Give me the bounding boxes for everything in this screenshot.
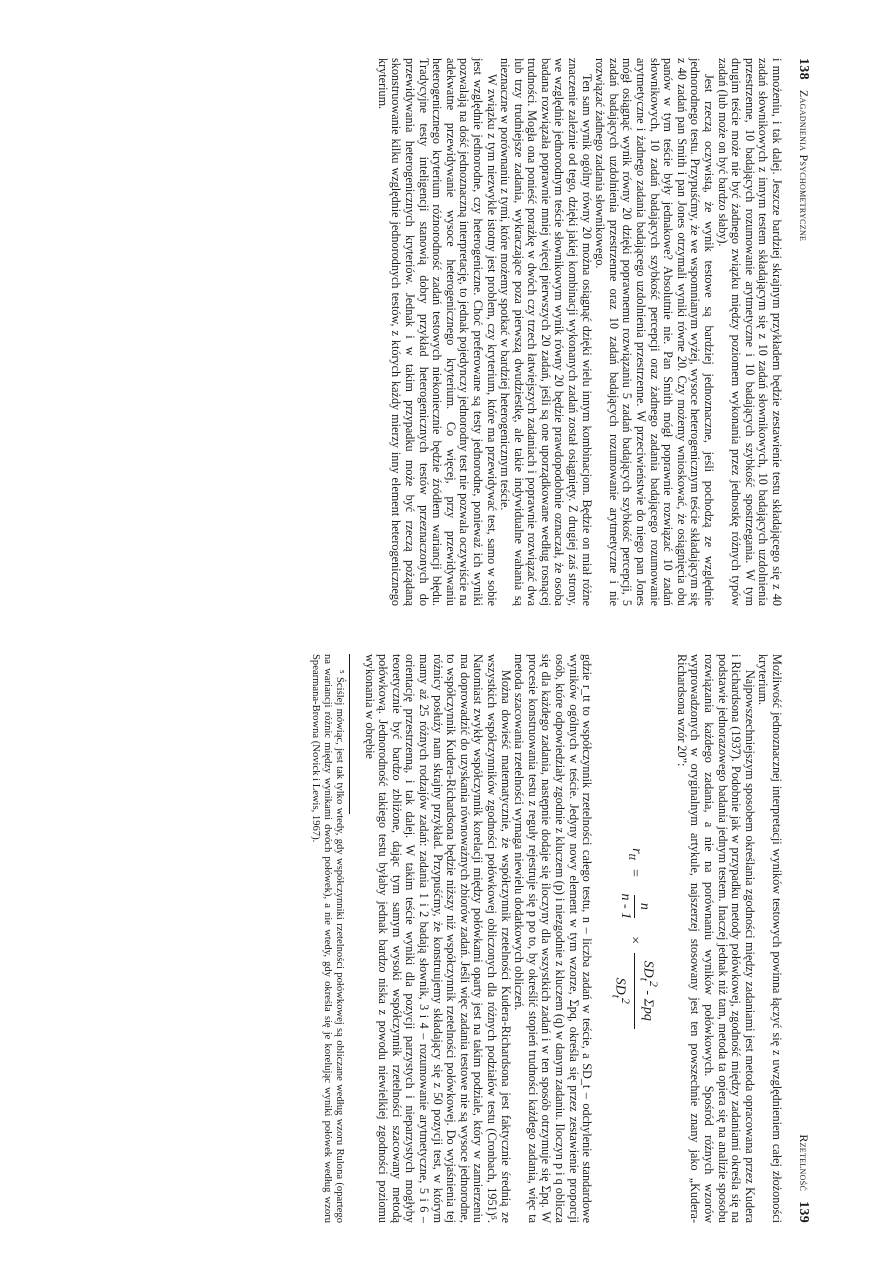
right-page-header xyxy=(793,654,811,1223)
paragraph: Możliwość jednoznacznej interpretacji wyników testowych powinna łączyć się z uwzględnieniem całej złożoności kryterium. xyxy=(756,654,784,1223)
paragraph: i mnożeniu, i tak dalej. Jeszcze bardziej skrajnym przykładem będzie zestawienie testu składającego się z 40 zadań słownikowych z innym testem składającym się z 10 zadań słownikowych, 10 badających uzdolnienia przestrzenne, 10 badających rozumowanie arytmetyczne i 10 badających szybkość spostrzegania. W tym drugim teście może nie być żadnego związku między poziomem wykonania przez jednostkę różnych typów zadań (lub może on być bardzo słaby). xyxy=(715,58,784,606)
fraction-numerator: $SD_t^2$ - Σpq xyxy=(634,953,660,1029)
paragraph: Można dowieść matematycznie, że współczynnik rzetelności Kudera-Richardsona jest faktycznie średnią ze wszystkich współczynników zgodności połówkowej obliczonych dla różnych podziałów testu (Cronbach, 1951)⁵. Natomiast zwykły współczynnik korelacji między połówkami oparty jest na takim podziale, który w zamierzeniu ma doprowadzić do uzyskania równoważnych zbiorów zadań. Jeśli więc zadania testowe nie są wysoce jednorodne, to współczynnik Kudera-Richardsona będzie niższy niż współczynnik rzetelności połówkowej. Do wyjaśnienia tej różnicy posłuży nam skrajny przykład. Przypuśćmy, że konstruujemy składający się z 50 pozycji test, w którym mamy aż 25 różnych rodzajów zadań: zadania 1 i 2 badają słownik, 3 i 4 – rozumowanie arytmetyczne, 5 i 6 – orientację przestrzenną, i tak dalej. W takim teście wyniki dla pozycji parzystych i nieparzystych mogłyby teoretycznie być bardzo zbliżone, dając tym samym wysoki współczynnik rzetelności szacowany metodą połówkową. Jednorodność takiego testu byłaby jednak bardzo niska z powodu niewielkiej zgodności poziomu wykonania w obrębie xyxy=(362,654,513,1223)
left-page-number: 138 xyxy=(796,58,811,80)
formula-times: × xyxy=(627,935,643,945)
paragraph: gdzie r_tt to współczynnik rzetelności całego testu, n – liczba zadań w teście, a SD_t – odchylenie standardowe wyników ogólnych w teście. Jedyny nowy element w tym wzorze, Σpq, określa się przez zestawienie proporcji osób, które odpowiedziały zgodnie z kluczem (p) i niezgodnie z kluczem (q) w danym zadaniu. Iloczyn p i q oblicza się dla każdego zadania, następnie dodaje się iloczyny dla wszystkich zadań i w ten sposób otrzymuje się Σpq. W procesie konstruowania testu z reguły rejestruje się p po to, by określić stopień trudności każdego zadania, więc ta metoda szacowania rzetelności wymaga niewielu dodatkowych obliczeń. xyxy=(512,654,595,1223)
fraction-numerator: n xyxy=(634,895,651,918)
paragraph: W związku z tym niezwykle istotny jest problem, czy kryterium, które ma przewidywać test, samo w sobie jest względnie jednorodne, czy heterogeniczne. Choć preferowane są testy jednorodne, ponieważ ich wyniki pozwalają na dość jednoznaczną interpretację, to jednak pojedynczy jednorodny test nie pozwala oczywiście na adekwatne przewidywanie wysoce heterogenicznego kryterium. Co więcej, przy przewidywaniu heterogenicznego kryterium różnorodność zadań testowych niekoniecznie będzie źródłem wariancji błędu. Tradycyjne testy inteligencji stanowią dobry przykład heterogenicznych testów przeznaczonych do przewidywania heterogenicznych kryteriów. Jednak i w takim przypadku może być rzeczą pożądaną skonstruowanie kilku względnie jednorodnych testów, z których każdy mierzy inny element heterogenicznego kryterium. xyxy=(375,58,499,606)
right-running-title: Rzetelność xyxy=(797,1134,811,1192)
footnote-divider xyxy=(349,654,350,814)
left-page-header xyxy=(793,58,811,606)
right-page-number: 139 xyxy=(796,1201,811,1223)
left-running-title: Zagadnienia Psychometryczne xyxy=(797,89,811,242)
formula-fraction-n xyxy=(619,886,651,928)
formula-lhs: $r_{tt}$ xyxy=(626,848,645,861)
footnote: ⁵ Ściślej mówiąc, jest tak tylko wtedy, gdy współczynniki rzetelności połówkowej są obliczane według wzoru Rulona (opartego na wariancji różnic między wynikami dwóch połówek), a nie wtedy, gdy określa się je korelując wyniki połówek według wzoru Spearmana-Browna (Novick i Lewis, 1967). xyxy=(310,654,346,1223)
right-page xyxy=(0,632,893,1263)
paragraph: Ten sam wynik ogólny równy 20 można osiągnąć dzięki wielu innym kombinacjom. Będzie on miał różne znaczenie zależnie od tego, dzięki jakiej kombinacji wykonanych zadań został osiągnięty. Z drugiej zaś strony, we względnie jednorodnym teście słownikowym wynik równy 20 będzie prawdopodobnie oznaczał, że osoba badana rozwiązała poprawnie mniej więcej pierwszych 20 zadań, jeśli są one uporządkowane według rosnącej trudności. Mogła ona ponieść porażkę w dwóch czy trzech łatwiejszych zadaniach i poprawnie rozwiązać dwa lub trzy trudniejsze zadania, wykraczające poza pierwszą dwudziestkę, ale takie indywidualne wahania są nieznaczne w porównaniu z tymi, które możemy spotkać w bardziej heterogenicznym teście. xyxy=(498,58,594,606)
right-page-body xyxy=(309,654,783,1223)
formula-equals: = xyxy=(627,868,643,878)
fraction-denominator: n - 1 xyxy=(618,893,634,920)
left-page-body xyxy=(375,58,783,606)
kr20-formula xyxy=(609,654,660,1223)
fraction-denominator: $SD_t^2$ xyxy=(609,977,633,1004)
formula-fraction-variance xyxy=(609,953,660,1029)
paragraph: Jest rzeczą oczywistą, że wynik testowe są bardziej jednoznaczne, jeśli pochodzą ze względnie jednorodnego testu. Przypuśćmy, że we wspomnianym wyżej, wysoce heterogenicznym teście składającym się z 40 zadań pan Smith i pan Jones otrzymali wyniki równe 20. Czy możemy wnioskować, że osiągnięcia obu panów w tym teście były jednakowe? Absolutnie nie. Pan Smith mógł poprawnie rozwiązać 10 zadań słownikowych, 10 zadań badających szybkość percepcji oraz żadnego zadania badającego rozumowanie arytmetyczne i żadnego zadania badającego uzdolnienia przestrzenne. W przeciwieństwie do niego pan Jones mógł osiągnąć wynik równy 20 dzięki poprawnemu rozwiązaniu 5 zadań badających szybkość percepcji, 5 zadań badających uzdolnienia przestrzenne oraz 10 zadań badających rozumowanie arytmetyczne i nie rozwiązać żadnego zadania słownikowego. xyxy=(593,58,717,606)
paragraph: Najpowszechniejszym sposobem określania zgodności między zadaniami jest metoda opracowana przez Kudera i Richardsona (1937). Podobnie jak w przypadku metody połówkowej, zgodność między zadaniami określa się na podstawie jednorazowego badania jednym testem. Inaczej jednak niż tam, metoda ta opiera się na analizie sposobu rozwiązania każdego zadania, a nie na porównaniu wyników połówkowych. Spośród różnych wzorów wyprowadzonych w oryginalnym artykule, najszerzej stosowany jest ten powszechnie znany jako „Kudera-Richardsona wzór 20”: xyxy=(674,654,757,1223)
